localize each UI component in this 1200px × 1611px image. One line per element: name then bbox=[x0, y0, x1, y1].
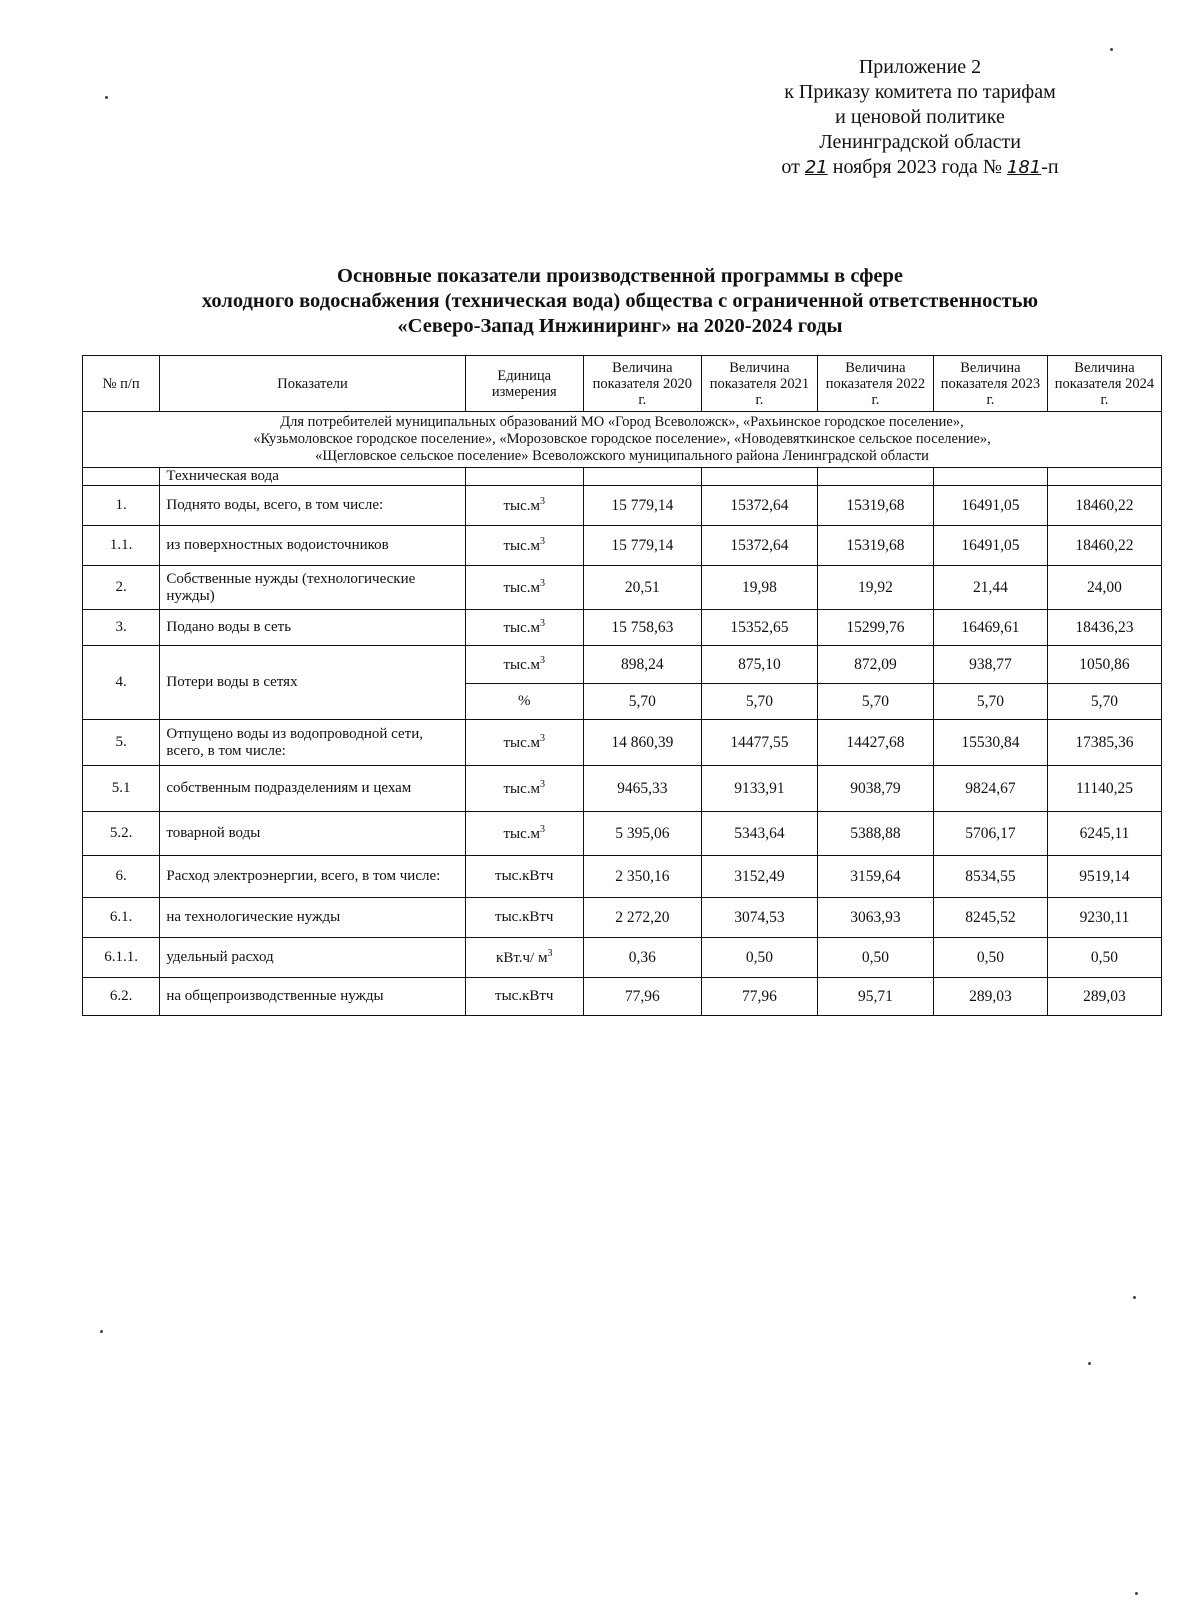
row-indicator: на общепроизводственные нужды bbox=[160, 978, 465, 1016]
scan-speck bbox=[100, 1330, 103, 1333]
consumers-line-1: Для потребителей муниципальных образований МО «Город Всеволожск», «Рахьинское городское поселение», bbox=[280, 414, 964, 430]
value-2021: 14477,55 bbox=[701, 720, 817, 766]
value-2022: 0,50 bbox=[817, 938, 933, 978]
value-2022: 14427,68 bbox=[817, 720, 933, 766]
unit-sup: 3 bbox=[540, 779, 546, 790]
value-2024: 17385,36 bbox=[1047, 720, 1161, 766]
unit-sup: 3 bbox=[547, 948, 553, 959]
unit-text: тыс.м bbox=[503, 781, 541, 797]
table-row bbox=[83, 766, 1162, 812]
value-2022: 95,71 bbox=[817, 978, 933, 1016]
row-number: 5. bbox=[83, 720, 160, 766]
value-2024: 18460,22 bbox=[1047, 486, 1161, 526]
value-2021: 3152,49 bbox=[701, 856, 817, 898]
table-row bbox=[83, 856, 1162, 898]
table-header-row bbox=[83, 356, 1162, 412]
value-2020: 5,70 bbox=[583, 684, 701, 720]
value-2023: 16491,05 bbox=[933, 486, 1047, 526]
unit-text: тыс.м bbox=[503, 657, 541, 673]
value-2024: 5,70 bbox=[1047, 684, 1161, 720]
value-2023: 938,77 bbox=[933, 646, 1047, 684]
header-indicator: Показатели bbox=[160, 356, 465, 412]
value-2022: 19,92 bbox=[817, 566, 933, 610]
scan-speck bbox=[1110, 48, 1113, 51]
value-2022: 872,09 bbox=[817, 646, 933, 684]
row-number: 6.2. bbox=[83, 978, 160, 1016]
value-2023: 15530,84 bbox=[933, 720, 1047, 766]
value-2020: 15 779,14 bbox=[583, 486, 701, 526]
row-unit bbox=[465, 566, 583, 610]
row-unit bbox=[465, 610, 583, 646]
value-2022: 15299,76 bbox=[817, 610, 933, 646]
row-number: 6.1. bbox=[83, 898, 160, 938]
row-number: 2. bbox=[83, 566, 160, 610]
row-indicator: на технологические нужды bbox=[160, 898, 465, 938]
value-2020: 5 395,06 bbox=[583, 812, 701, 856]
value-2022: 15319,68 bbox=[817, 486, 933, 526]
row-indicator: Отпущено воды из водопроводной сети, всего, в том числе: bbox=[160, 720, 465, 766]
value-2023: 8245,52 bbox=[933, 898, 1047, 938]
header-2020: Величина показателя 2020 г. bbox=[583, 356, 701, 412]
table-row bbox=[83, 646, 1162, 684]
value-2024: 18436,23 bbox=[1047, 610, 1161, 646]
unit-text: тыс.м bbox=[503, 620, 541, 636]
unit-sup: 3 bbox=[540, 655, 546, 666]
value-2021: 15372,64 bbox=[701, 486, 817, 526]
section-empty bbox=[701, 468, 817, 486]
appendix-order-ref: к Приказу комитета по тарифам bbox=[784, 81, 1056, 103]
unit-sup: 3 bbox=[540, 578, 546, 589]
date-day: 21 bbox=[804, 157, 828, 178]
value-2020: 9465,33 bbox=[583, 766, 701, 812]
value-2024: 1050,86 bbox=[1047, 646, 1161, 684]
value-2020: 898,24 bbox=[583, 646, 701, 684]
unit-text: тыс.м bbox=[503, 580, 541, 596]
title-line-1: Основные показатели производственной программы в сфере bbox=[337, 265, 903, 287]
value-2020: 14 860,39 bbox=[583, 720, 701, 766]
scan-speck bbox=[1133, 1296, 1136, 1299]
appendix-committee: и ценовой политике bbox=[835, 106, 1005, 128]
row-number: 5.1 bbox=[83, 766, 160, 812]
value-2021: 77,96 bbox=[701, 978, 817, 1016]
value-2021: 5343,64 bbox=[701, 812, 817, 856]
value-2021: 3074,53 bbox=[701, 898, 817, 938]
unit-text: тыс.м bbox=[503, 735, 541, 751]
value-2024: 11140,25 bbox=[1047, 766, 1161, 812]
table-row bbox=[83, 978, 1162, 1016]
order-number: 181 bbox=[1006, 157, 1042, 178]
row-number: 6. bbox=[83, 856, 160, 898]
table-row bbox=[83, 898, 1162, 938]
value-2023: 289,03 bbox=[933, 978, 1047, 1016]
appendix-header bbox=[740, 55, 1100, 180]
row-number: 5.2. bbox=[83, 812, 160, 856]
order-suffix: -п bbox=[1041, 156, 1059, 178]
value-2024: 6245,11 bbox=[1047, 812, 1161, 856]
date-middle: ноября 2023 года № bbox=[827, 156, 1007, 178]
row-unit: тыс.кВтч bbox=[465, 898, 583, 938]
row-unit bbox=[465, 486, 583, 526]
value-2020: 15 758,63 bbox=[583, 610, 701, 646]
value-2021: 5,70 bbox=[701, 684, 817, 720]
header-2022: Величина показателя 2022 г. bbox=[817, 356, 933, 412]
value-2021: 0,50 bbox=[701, 938, 817, 978]
value-2020: 2 272,20 bbox=[583, 898, 701, 938]
scan-speck bbox=[1135, 1592, 1138, 1595]
section-empty bbox=[465, 468, 583, 486]
section-label: Техническая вода bbox=[160, 468, 465, 486]
unit-sup: 3 bbox=[540, 496, 546, 507]
section-row bbox=[83, 468, 1162, 486]
value-2024: 9230,11 bbox=[1047, 898, 1161, 938]
value-2020: 77,96 bbox=[583, 978, 701, 1016]
value-2024: 9519,14 bbox=[1047, 856, 1161, 898]
section-empty bbox=[1047, 468, 1161, 486]
value-2022: 3159,64 bbox=[817, 856, 933, 898]
appendix-title: Приложение 2 bbox=[858, 56, 982, 78]
unit-text: тыс.м bbox=[503, 498, 541, 514]
table-row bbox=[83, 566, 1162, 610]
row-indicator: Расход электроэнергии, всего, в том числе: bbox=[160, 856, 465, 898]
table-row bbox=[83, 812, 1162, 856]
value-2022: 3063,93 bbox=[817, 898, 933, 938]
row-indicator: Поднято воды, всего, в том числе: bbox=[160, 486, 465, 526]
row-indicator: Потери воды в сетях bbox=[160, 646, 465, 720]
row-indicator: удельный расход bbox=[160, 938, 465, 978]
unit-sup: 3 bbox=[540, 733, 546, 744]
value-2023: 0,50 bbox=[933, 938, 1047, 978]
value-2021: 875,10 bbox=[701, 646, 817, 684]
value-2022: 5388,88 bbox=[817, 812, 933, 856]
consumers-cell bbox=[83, 412, 1162, 468]
value-2023: 5706,17 bbox=[933, 812, 1047, 856]
row-unit bbox=[465, 646, 583, 684]
value-2022: 9038,79 bbox=[817, 766, 933, 812]
appendix-region: Ленинградской области bbox=[819, 131, 1021, 153]
header-2021: Величина показателя 2021 г. bbox=[701, 356, 817, 412]
document-title bbox=[100, 264, 1140, 339]
row-indicator: Собственные нужды (технологические нужды) bbox=[160, 566, 465, 610]
header-unit: Единица измерения bbox=[465, 356, 583, 412]
unit-text: кВт.ч/ м bbox=[496, 950, 548, 966]
section-empty bbox=[817, 468, 933, 486]
row-indicator: товарной воды bbox=[160, 812, 465, 856]
value-2024: 289,03 bbox=[1047, 978, 1161, 1016]
value-2021: 19,98 bbox=[701, 566, 817, 610]
title-line-2: холодного водоснабжения (техническая вода) общества с ограниченной ответственностью bbox=[201, 290, 1039, 312]
consumers-row bbox=[83, 412, 1162, 468]
value-2023: 8534,55 bbox=[933, 856, 1047, 898]
row-number: 1. bbox=[83, 486, 160, 526]
row-number: 3. bbox=[83, 610, 160, 646]
date-prefix: от bbox=[781, 156, 805, 178]
value-2023: 21,44 bbox=[933, 566, 1047, 610]
unit-sup: 3 bbox=[540, 536, 546, 547]
value-2024: 24,00 bbox=[1047, 566, 1161, 610]
value-2024: 18460,22 bbox=[1047, 526, 1161, 566]
header-number: № п/п bbox=[83, 356, 160, 412]
header-2023: Величина показателя 2023 г. bbox=[933, 356, 1047, 412]
value-2021: 15352,65 bbox=[701, 610, 817, 646]
section-empty bbox=[933, 468, 1047, 486]
value-2021: 9133,91 bbox=[701, 766, 817, 812]
row-number: 4. bbox=[83, 646, 160, 720]
value-2020: 20,51 bbox=[583, 566, 701, 610]
table-row bbox=[83, 526, 1162, 566]
row-unit bbox=[465, 812, 583, 856]
unit-text: тыс.м bbox=[503, 538, 541, 554]
scan-speck bbox=[1088, 1362, 1091, 1365]
row-number: 6.1.1. bbox=[83, 938, 160, 978]
value-2024: 0,50 bbox=[1047, 938, 1161, 978]
value-2020: 2 350,16 bbox=[583, 856, 701, 898]
header-2024: Величина показателя 2024 г. bbox=[1047, 356, 1161, 412]
table-row bbox=[83, 938, 1162, 978]
unit-text: тыс.м bbox=[503, 826, 541, 842]
section-num-cell bbox=[83, 468, 160, 486]
unit-sup: 3 bbox=[540, 618, 546, 629]
table-row bbox=[83, 486, 1162, 526]
table-row bbox=[83, 720, 1162, 766]
value-2023: 16469,61 bbox=[933, 610, 1047, 646]
appendix-date-line bbox=[740, 155, 1100, 180]
value-2022: 15319,68 bbox=[817, 526, 933, 566]
scan-speck bbox=[105, 96, 108, 99]
value-2020: 15 779,14 bbox=[583, 526, 701, 566]
row-unit bbox=[465, 938, 583, 978]
row-unit bbox=[465, 766, 583, 812]
row-unit bbox=[465, 526, 583, 566]
title-line-3: «Северо-Запад Инжиниринг» на 2020-2024 годы bbox=[397, 315, 843, 337]
row-indicator: собственным подразделениям и цехам bbox=[160, 766, 465, 812]
value-2020: 0,36 bbox=[583, 938, 701, 978]
unit-sup: 3 bbox=[540, 824, 546, 835]
row-indicator: Подано воды в сеть bbox=[160, 610, 465, 646]
section-empty bbox=[583, 468, 701, 486]
consumers-line-2: «Кузьмоловское городское поселение», «Морозовское городское поселение», «Новодевяткинское сельское поселение», bbox=[253, 431, 991, 447]
consumers-line-3: «Щегловское сельское поселение» Всеволожского муниципального района Ленинградской области bbox=[315, 448, 929, 464]
row-unit: % bbox=[465, 684, 583, 720]
value-2023: 9824,67 bbox=[933, 766, 1047, 812]
value-2022: 5,70 bbox=[817, 684, 933, 720]
row-unit: тыс.кВтч bbox=[465, 856, 583, 898]
indicators-table bbox=[82, 355, 1162, 1016]
row-number: 1.1. bbox=[83, 526, 160, 566]
value-2021: 15372,64 bbox=[701, 526, 817, 566]
row-unit: тыс.кВтч bbox=[465, 978, 583, 1016]
value-2023: 5,70 bbox=[933, 684, 1047, 720]
table-row bbox=[83, 610, 1162, 646]
row-unit bbox=[465, 720, 583, 766]
value-2023: 16491,05 bbox=[933, 526, 1047, 566]
row-indicator: из поверхностных водоисточников bbox=[160, 526, 465, 566]
